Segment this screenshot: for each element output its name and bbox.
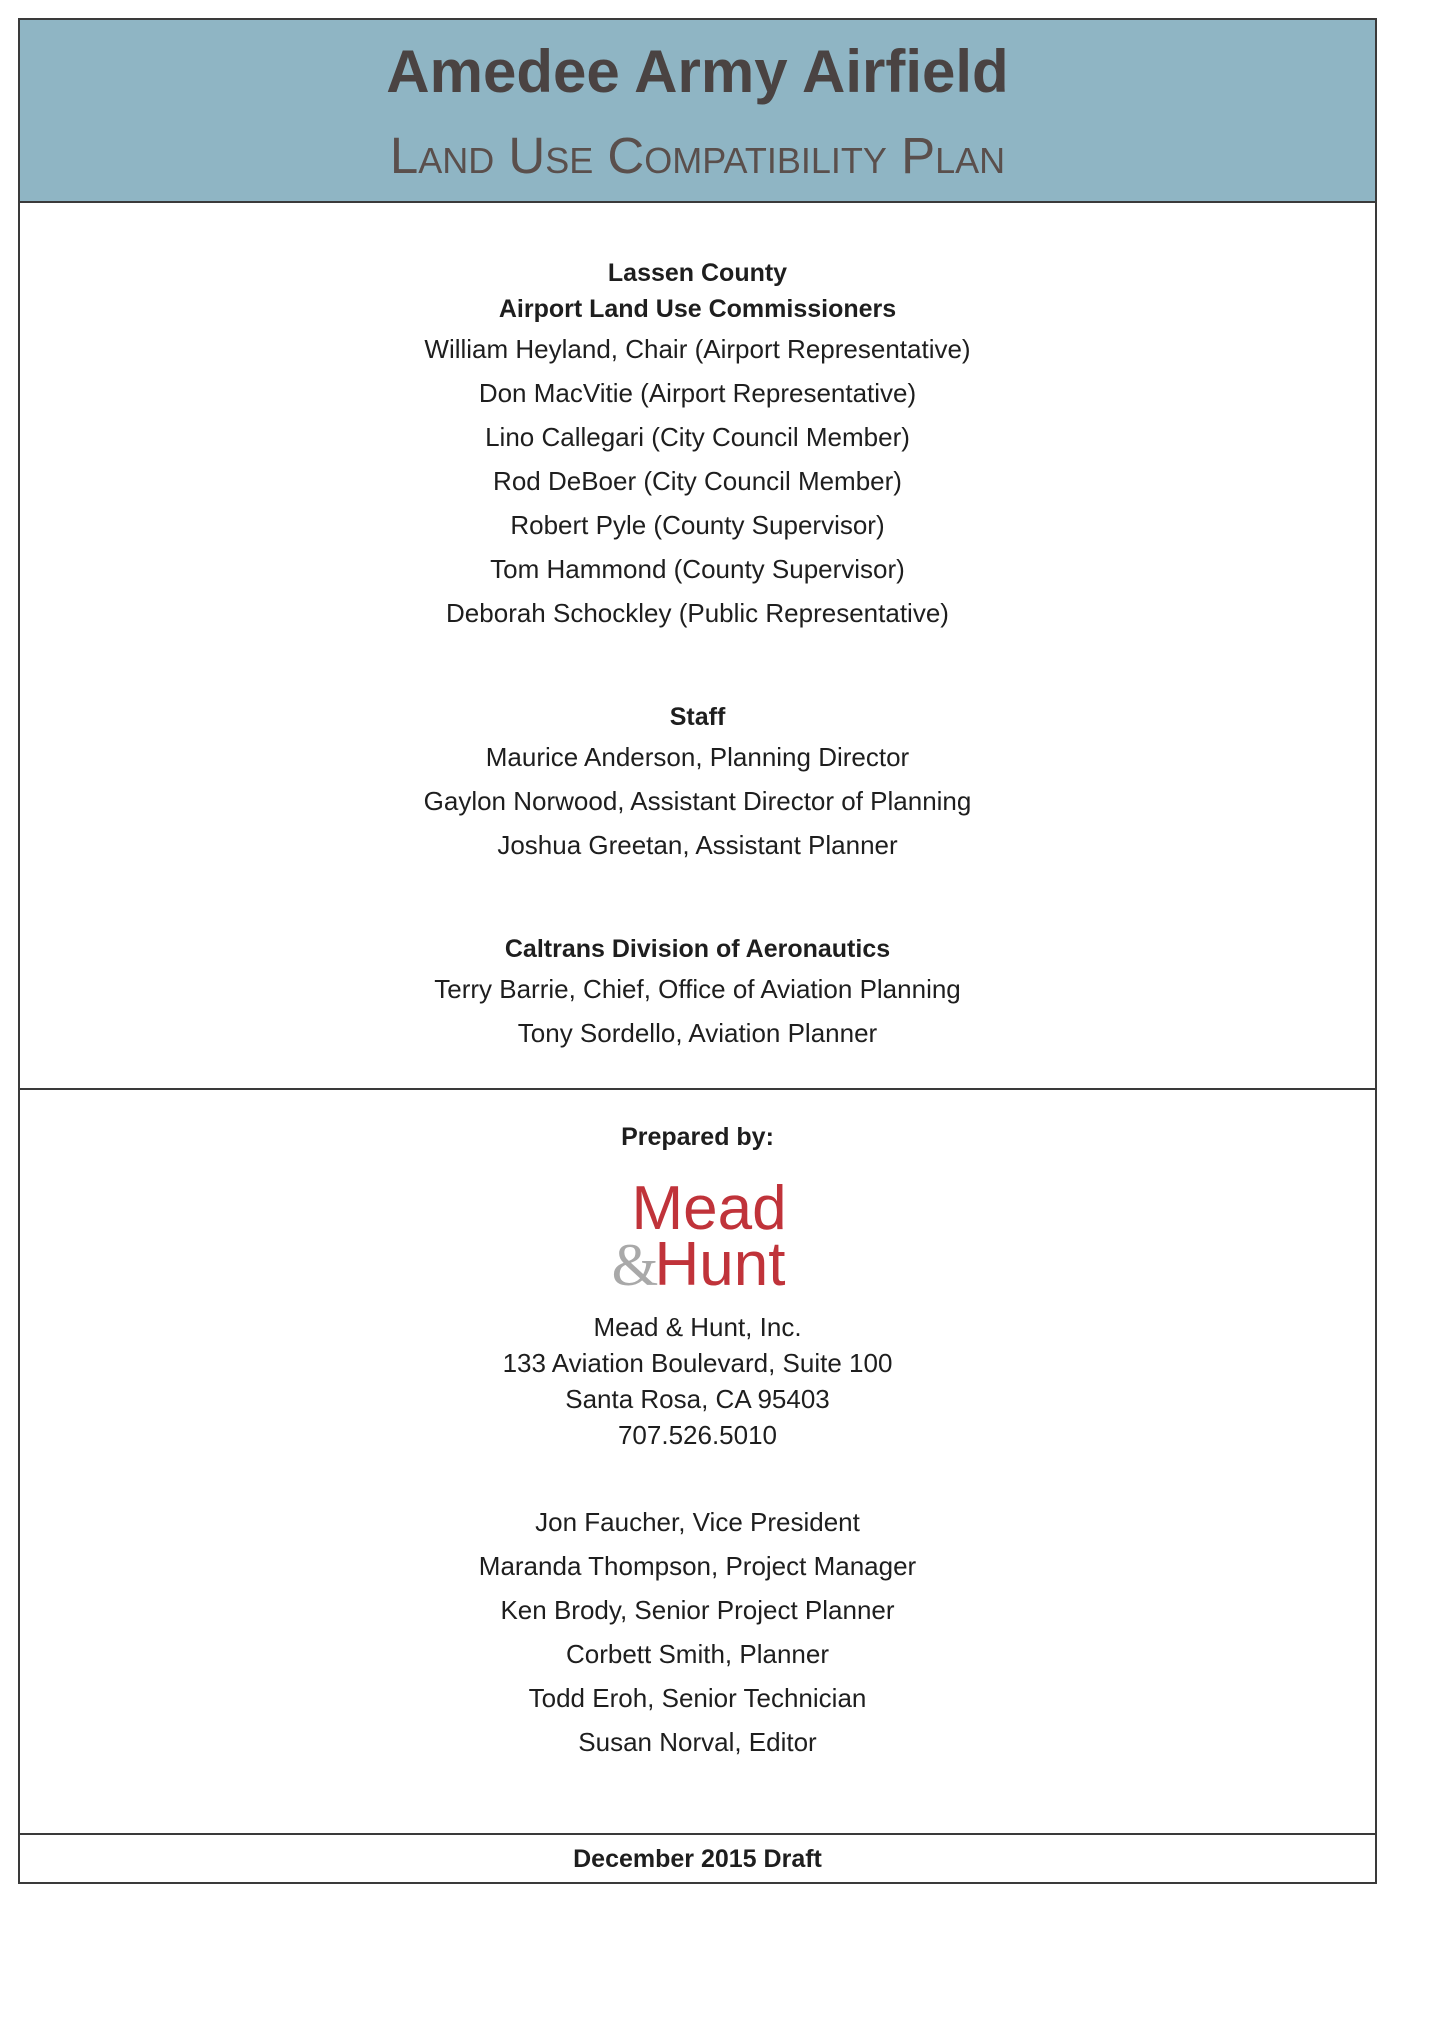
mead-hunt-logo — [20, 1175, 1375, 1299]
firm-city: Santa Rosa, CA 95403 — [565, 1384, 830, 1414]
contributors-section — [20, 203, 1375, 1090]
page-frame — [18, 18, 1377, 1884]
prepared-heading-block — [20, 1119, 1375, 1155]
mead-hunt-logo-mark — [20, 1175, 1379, 1300]
draft-date: December 2015 Draft — [573, 1845, 822, 1873]
commissioner-item: Don MacVitie (Airport Representative) — [478, 378, 917, 408]
firm-address-block — [20, 1309, 1375, 1453]
title-banner — [20, 20, 1375, 203]
commissioners-heading-county: Lassen County — [607, 259, 788, 287]
caltrans-item: Tony Sordello, Aviation Planner — [517, 1018, 878, 1048]
firm-street: 133 Aviation Boulevard, Suite 100 — [502, 1348, 893, 1378]
caltrans-item: Terry Barrie, Chief, Office of Aviation Planning — [434, 974, 961, 1004]
staff-block — [20, 699, 1375, 867]
firm-phone: 707.526.5010 — [617, 1420, 778, 1450]
document-title: Amedee Army Airfield — [386, 38, 1009, 105]
team-item: Maranda Thompson, Project Manager — [478, 1551, 917, 1581]
team-item: Ken Brody, Senior Project Planner — [500, 1595, 895, 1625]
logo-ampersand: & — [611, 1232, 659, 1298]
staff-item: Gaylon Norwood, Assistant Director of Planning — [423, 786, 972, 816]
firm-team-block — [20, 1500, 1375, 1764]
commissioners-block — [20, 255, 1375, 635]
staff-heading: Staff — [669, 703, 726, 731]
prepared-by-section — [20, 1105, 1375, 1835]
commissioners-heading: Airport Land Use Commissioners — [498, 295, 897, 323]
commissioner-item: Rod DeBoer (City Council Member) — [493, 466, 902, 496]
prepared-heading: Prepared by: — [621, 1123, 774, 1151]
team-item: Corbett Smith, Planner — [565, 1639, 829, 1669]
commissioner-item: William Heyland, Chair (Airport Representative) — [424, 334, 971, 364]
logo-word-mead: Mead — [631, 1175, 787, 1243]
footer-section — [20, 1835, 1375, 1884]
firm-name: Mead & Hunt, Inc. — [593, 1312, 802, 1342]
commissioner-item: Tom Hammond (County Supervisor) — [490, 554, 905, 584]
staff-item: Maurice Anderson, Planning Director — [485, 742, 910, 772]
commissioner-item: Robert Pyle (County Supervisor) — [510, 510, 885, 540]
team-item: Susan Norval, Editor — [578, 1727, 817, 1757]
team-item: Todd Eroh, Senior Technician — [528, 1683, 867, 1713]
staff-item: Joshua Greetan, Assistant Planner — [497, 830, 898, 860]
commissioner-item: Deborah Schockley (Public Representative) — [446, 598, 949, 628]
commissioner-item: Lino Callegari (City Council Member) — [485, 422, 910, 452]
logo-word-hunt: Hunt — [654, 1230, 786, 1299]
caltrans-block — [20, 931, 1375, 1055]
team-item: Jon Faucher, Vice President — [535, 1507, 860, 1537]
caltrans-heading: Caltrans Division of Aeronautics — [504, 935, 891, 963]
document-subtitle: Land Use Compatibility Plan — [389, 127, 1006, 184]
